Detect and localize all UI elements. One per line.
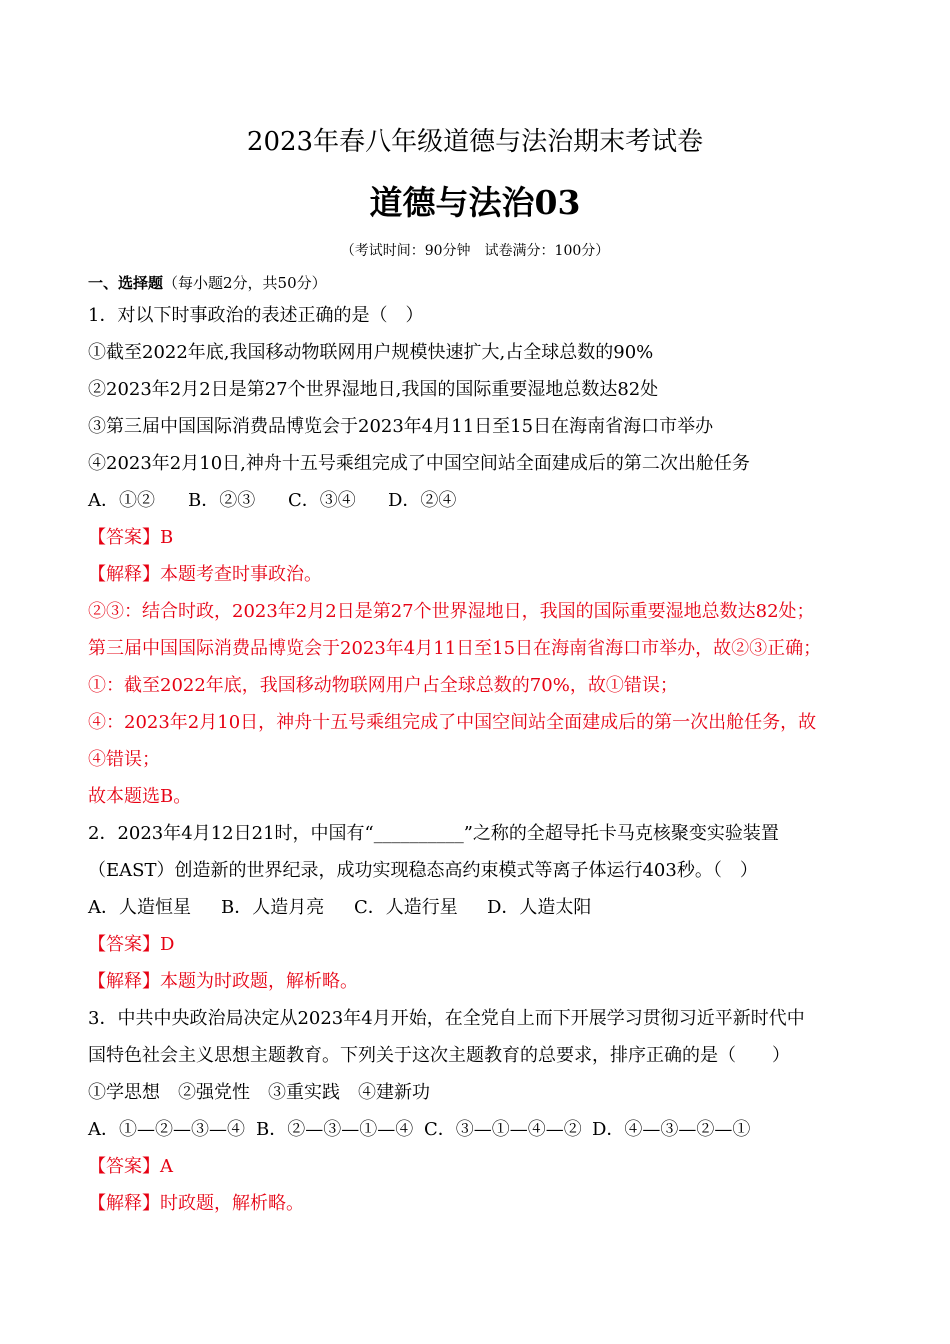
- q1-item-4: ④2023年2月10日,神舟十五号乘组完成了中国空间站全面建成后的第二次出舱任务: [88, 453, 750, 474]
- q2-option-a: A．人造恒星: [88, 897, 191, 918]
- q1-explain-4: ①：截至2022年底，我国移动物联网用户占全球总数的70%，故①错误；: [88, 675, 678, 696]
- q1-item-2: ②2023年2月2日是第27个世界湿地日,我国的国际重要湿地总数达82处: [88, 379, 659, 400]
- q1-answer: 【答案】B: [88, 527, 174, 548]
- q1-option-d: D．②④: [388, 490, 457, 511]
- q1-explain-3: 第三届中国国际消费品博览会于2023年4月11日至15日在海南省海口市举办，故②③正确；: [88, 638, 822, 659]
- q1-explain-5: ④：2023年2月10日，神舟十五号乘组完成了中国空间站全面建成后的第一次出舱任务，故: [88, 712, 817, 733]
- q2-option-c: C．人造行星: [354, 897, 458, 918]
- q2-explain: 【解释】本题为时政题，解析略。: [88, 971, 358, 992]
- q2-answer: 【答案】D: [88, 934, 175, 955]
- q2-options: [88, 897, 878, 919]
- section-note: （每小题2分，共50分）: [163, 274, 327, 292]
- q3-answer: 【答案】A: [88, 1156, 173, 1177]
- q1-option-c: C．③④: [288, 490, 356, 511]
- q1-options: [88, 490, 878, 512]
- q1-option-a: A．①②: [88, 490, 155, 511]
- q1-item-1: ①截至2022年底,我国移动物联网用户规模快速扩大,占全球总数的90%: [88, 342, 654, 363]
- q2-stem-2: （EAST）创造新的世界纪录，成功实现稳态高约束模式等离子体运行403秒。（ ）: [88, 860, 758, 881]
- q1-explain-1: 【解释】本题考查时事政治。: [88, 564, 322, 585]
- q1-explain-2: ②③：结合时政，2023年2月2日是第27个世界湿地日，我国的国际重要湿地总数达82处；: [88, 601, 815, 622]
- exam-info: （考试时间：90分钟 试卷满分：100分）: [340, 243, 610, 259]
- q3-items: ①学思想 ②强党性 ③重实践 ④建新功: [88, 1082, 430, 1103]
- exam-subtitle: 道德与法治03: [369, 183, 581, 222]
- q1-item-3: ③第三届中国国际消费品博览会于2023年4月11日至15日在海南省海口市举办: [88, 416, 714, 437]
- q3-option-c: C．③—①—④—②: [424, 1119, 582, 1140]
- q2-option-b: B．人造月亮: [221, 897, 325, 918]
- q1-stem: 1．对以下时事政治的表述正确的是（ ）: [88, 305, 424, 326]
- section-label: 一、选择题: [88, 274, 164, 292]
- section-heading: [88, 272, 327, 294]
- question-list: [88, 305, 878, 1230]
- q3-stem-2: 国特色社会主义思想主题教育。下列关于这次主题教育的总要求，排序正确的是（ ）: [88, 1045, 790, 1066]
- q1-explain-6: ④错误；: [88, 749, 160, 770]
- q3-options: [88, 1119, 878, 1141]
- q1-option-b: B．②③: [188, 490, 256, 511]
- exam-title: 2023年春八年级道德与法治期末考试卷: [246, 127, 704, 157]
- q3-option-b: B．②—③—①—④: [256, 1119, 414, 1140]
- q3-explain: 【解释】时政题，解析略。: [88, 1193, 304, 1214]
- q2-option-d: D．人造太阳: [487, 897, 592, 918]
- q3-option-a: A．①—②—③—④: [88, 1119, 245, 1140]
- q3-stem-1: 3．中共中央政治局决定从2023年4月开始，在全党自上而下开展学习贯彻习近平新时代中: [88, 1008, 805, 1029]
- q1-explain-7: 故本题选B。: [88, 786, 192, 807]
- q3-option-d: D．④—③—②—①: [592, 1119, 751, 1140]
- q2-stem-1: 2．2023年4月12日21时，中国有“__________”之称的全超导托卡马克核聚变实验装置: [88, 823, 779, 844]
